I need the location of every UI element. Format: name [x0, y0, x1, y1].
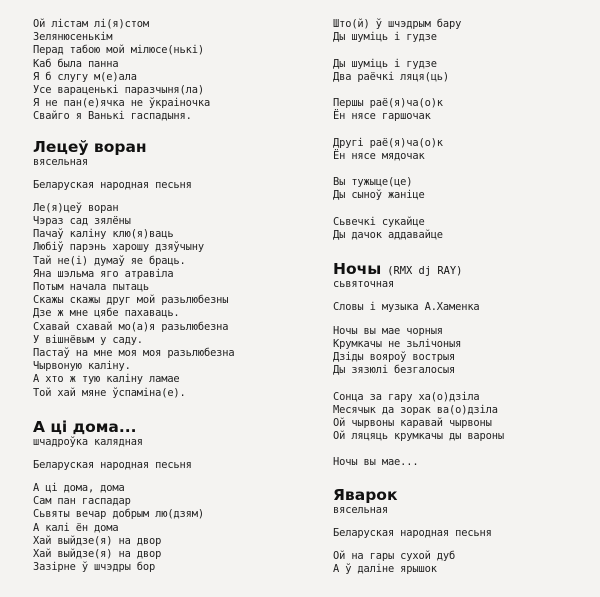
lyric-line: Крумкачы не зьлічоныя — [333, 337, 462, 350]
lyric-line: Дзе ж мне цябе пахаваць. — [33, 307, 180, 320]
lyric-line: Схавай схавай мо(а)я разьлюбезна — [33, 320, 229, 333]
lyric-line: Потым начала пытаць — [33, 281, 150, 293]
lyric-line: Я б слугу м(е)ала — [33, 70, 137, 83]
lyric-line: Я не пан(е)ячка не ўкраіночка — [33, 97, 211, 110]
song2-lyrics — [33, 202, 303, 400]
song3-continued — [333, 18, 593, 242]
lyric-line: Чырвоную каліну. — [33, 360, 131, 373]
lyric-line: Любіў парэнь харошу дзяўчыну — [33, 241, 204, 254]
song4-lyrics — [333, 325, 593, 470]
lyric-line: Вы тужыце(це) — [333, 176, 413, 189]
lyric-line: Скажы скажы друг мой разьлюбезны — [33, 294, 229, 307]
lyric-line: Хай выйдзе(я) на двор — [33, 534, 162, 547]
lyric-line: А ці дома, дома — [33, 482, 125, 495]
song-subtitle: вясельная — [33, 155, 88, 168]
song-subtitle: шчадроўка калядная — [33, 435, 143, 448]
song-title: А ці дома... — [33, 417, 137, 436]
song-title — [333, 260, 593, 278]
song-credit: Беларуская народная песьня — [333, 526, 492, 539]
lyric-line: Свайго я Ванькі гаспадыня. — [33, 110, 192, 123]
lyric-line: Сам пан гаспадар — [33, 495, 131, 508]
lyric-line: Другі раё(я)ча(о)к — [333, 136, 443, 149]
song-credit: Словы і музыка А.Хаменка — [333, 301, 480, 314]
lyric-line: А ў даліне ярышок — [333, 563, 437, 576]
lyric-line: Той хай мяне ўспаміна(е). — [33, 386, 186, 399]
right-column — [333, 18, 593, 576]
lyric-line: А хто ж тую каліну ламае — [33, 373, 180, 386]
lyric-line: Ды шуміць і гудзе — [333, 57, 437, 70]
song1-verse — [33, 18, 303, 124]
lyric-line: Ночы вы мае чорныя — [333, 324, 443, 337]
lyric-line: Першы раё(я)ча(о)к — [333, 97, 443, 110]
lyric-line: Ён нясе мядочак — [333, 149, 425, 162]
lyric-line: Ды дачок аддавайце — [333, 229, 443, 241]
lyric-line: Каб была панна — [33, 57, 119, 70]
left-column — [33, 18, 303, 574]
lyric-line: Хай выйдзе(я) на двор — [33, 548, 162, 560]
lyric-line: Сьвечкі сукайце — [333, 215, 425, 228]
lyric-line: Ды зязюлі безгалосыя — [333, 364, 456, 377]
song-title-tag: (RMX dj RAY) — [387, 265, 463, 278]
lyric-line: Ой чырвоны каравай чырвоны — [333, 416, 492, 429]
song-credit: Беларуская народная песьня — [33, 178, 192, 191]
lyric-line: Пачаў каліну клю(я)ваць — [33, 228, 174, 241]
lyric-line: Ночы вы мае... — [333, 456, 419, 469]
song-credit: Беларуская народная песьня — [33, 458, 192, 471]
lyric-line: Ой ляцяць крумкачы ды вароны — [333, 430, 504, 443]
lyric-line: Два раёчкі ляця(ць) — [333, 70, 450, 83]
lyric-line: Ды шуміць і гудзе — [333, 31, 437, 44]
song5-lyrics — [333, 550, 593, 576]
lyric-line: Дзіды вояроў вострыя — [333, 350, 456, 363]
lyric-line: Ён нясе гаршочак — [333, 110, 431, 123]
song-title-text: Ночы — [333, 260, 382, 279]
lyric-line: Ле(я)цеў воран — [33, 201, 119, 214]
lyric-line: Чэраз сад зялёны — [33, 215, 131, 228]
lyric-line: Зазірне ў шчэдры бор — [33, 561, 156, 574]
lyric-line: Сьвяты вечар добрым лю(дзям) — [33, 508, 204, 521]
lyric-line: Яна шэльма яго атравіла — [33, 267, 174, 280]
lyric-line: Пастаў на мне моя моя разьлюбезна — [33, 346, 235, 359]
lyric-line: Ды сыноў жаніце — [333, 189, 425, 202]
lyric-line: Усе вараценькі паразчыня(ла) — [33, 83, 204, 96]
lyric-line: Зелянюсенькім — [33, 31, 113, 44]
song-subtitle: сьвяточная — [333, 278, 395, 291]
lyric-line: Перад табою мой мілюсе(нькі) — [33, 44, 204, 57]
lyric-line: Што(й) ў шчэдрым бару — [333, 18, 462, 30]
lyric-line: У вішнёвым у саду. — [33, 333, 143, 346]
lyric-line: Тай не(і) думаў яе браць. — [33, 254, 186, 267]
lyric-line: Ой на гары сухой дуб — [333, 550, 456, 562]
lyric-line: Сонца за гару ха(о)дзіла — [333, 390, 480, 403]
lyric-line: Ой лістам лі(я)стом — [33, 18, 150, 30]
lyric-line: Месячык да зорак ва(о)дзіла — [333, 403, 498, 416]
song3-lyrics — [33, 482, 303, 574]
song-title: Яварок — [333, 485, 398, 504]
song-subtitle: вясельная — [333, 503, 388, 516]
song-title: Лецеў воран — [33, 137, 147, 156]
lyric-line: А калі ён дома — [33, 521, 119, 534]
